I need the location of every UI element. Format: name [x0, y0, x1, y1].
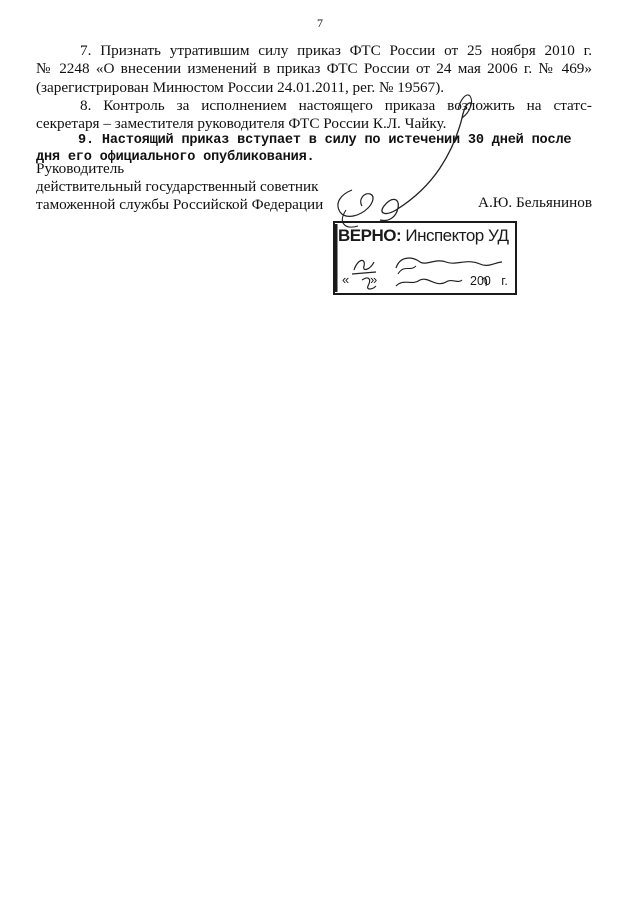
stamp-quote-close: » [370, 272, 378, 287]
stamp-year-suffix: г. [501, 274, 508, 288]
paragraph-7-line-1: 7. Признать утратившим силу приказ ФТС России от 25 ноября 2010 г. [80, 42, 592, 59]
signatory-rank-line-2: таможенной службы Российской Федерации [36, 196, 324, 213]
paragraph-9-line-1: 9. Настоящий приказ вступает в силу по истечении 30 дней после [78, 133, 572, 148]
stamp-role: Инспектор УД [405, 226, 509, 245]
certification-stamp [332, 222, 516, 296]
paragraph-7-line-3: (зарегистрирован Минюстом России 24.01.2011, рег. № 19567). [36, 78, 445, 96]
signatory-name: А.Ю. Бельянинов [478, 194, 593, 211]
paragraph-8 [36, 97, 592, 134]
page-number: 7 [317, 16, 323, 30]
signature-block-title [36, 160, 124, 178]
stamp-verno: ВЕРНО: [338, 226, 402, 245]
paragraph-7-line-2: № 2248 «О внесении изменений в приказ ФТС России от 24 мая 2006 г. № 469» [36, 60, 592, 78]
paragraph-9-line-2: дня его официального опубликования. [36, 150, 315, 165]
paragraph-8-line-1: 8. Контроль за исполнением настоящего приказа возложить на статс- [80, 97, 592, 114]
signature-block-rank [36, 178, 323, 214]
stamp-year [470, 274, 508, 288]
paragraph-7 [36, 42, 592, 97]
stamp-quote-open: « [342, 272, 350, 287]
stamp-title [338, 226, 509, 246]
stamp-year-prefix: 200 [470, 274, 491, 288]
signatory-position: Руководитель [36, 160, 125, 177]
signatory-rank-line-1: действительный государственный советник [36, 178, 319, 195]
paragraph-8-line-2: секретаря – заместителя руководителя ФТС России К.Л. Чайку. [36, 115, 447, 133]
